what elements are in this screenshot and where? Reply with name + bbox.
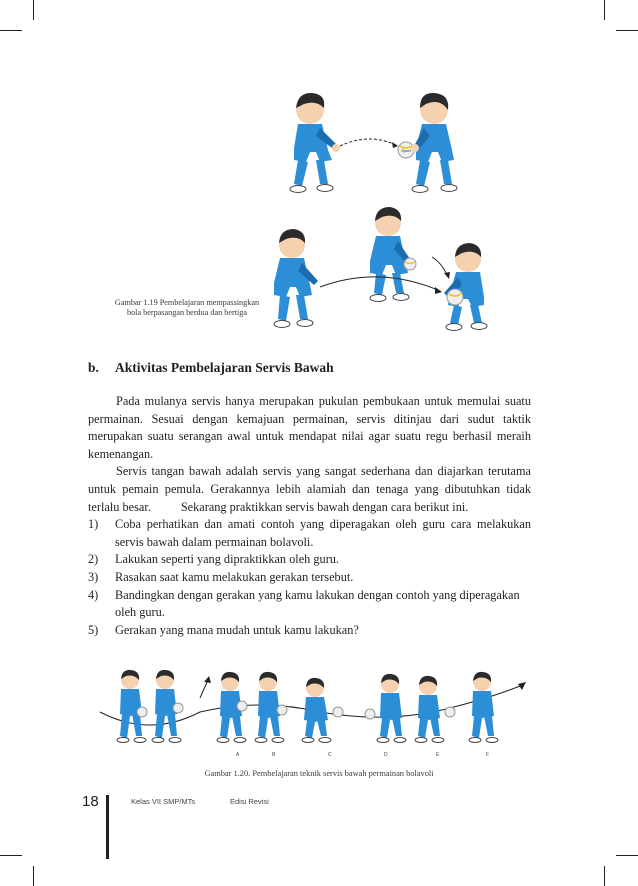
student-figure xyxy=(302,678,331,743)
volleyball-icon xyxy=(365,709,375,719)
student-figure xyxy=(411,93,457,193)
crop-mark xyxy=(604,866,605,886)
crop-mark xyxy=(604,0,605,20)
step-letter: A xyxy=(236,752,240,758)
figure-caption-1-20: Gambar 1.20. Pembelajaran teknik servis bawah permainan bolavoli xyxy=(204,769,434,778)
step-letter: D xyxy=(384,752,388,758)
volleyball-icon xyxy=(447,289,463,305)
student-figure xyxy=(117,670,146,743)
section-body xyxy=(88,393,531,639)
volleyball-icon xyxy=(445,707,455,717)
volleyball-icon xyxy=(137,707,147,717)
illustration-triangle-passing xyxy=(270,205,500,333)
list-item-text: oleh guru. xyxy=(115,605,165,620)
paragraph-text: Servis tangan bawah adalah servis yang sangat sederhana dan diajarkan terutama untuk pemain pemula. Gerakannya lebih alamiah dan tenaga yang dibutuhkan tidak terlalu besar. xyxy=(88,464,531,514)
list-item xyxy=(88,604,531,622)
crop-mark xyxy=(616,855,638,856)
student-figure xyxy=(290,93,340,193)
volleyball-icon xyxy=(277,705,287,715)
crop-mark xyxy=(0,855,22,856)
list-item xyxy=(88,569,531,587)
volleyball-icon xyxy=(173,703,183,713)
list-item xyxy=(88,587,531,605)
paragraph: Pada mulanya servis hanya merupakan pukulan pembukaan untuk memulai suatu permainan. Sesuai dengan kemajuan permainan, servis ditinjau dari sudut taktik merupakan suatu serangan awal untuk mendapat nilai agar suatu regu berhasil meraih kemenangan. xyxy=(88,394,531,461)
volleyball-icon xyxy=(404,258,416,270)
ball-label: Sport xyxy=(401,148,411,153)
crop-mark xyxy=(33,866,34,886)
page-number: 18 xyxy=(82,793,99,810)
step-letter: F xyxy=(486,752,490,758)
illustration-underhand-serve-sequence xyxy=(90,668,540,750)
step-letter: E xyxy=(436,752,440,758)
section-heading xyxy=(88,360,548,376)
list-number: 4) xyxy=(88,587,99,602)
section-title: Aktivitas Pembelajaran Servis Bawah xyxy=(115,360,334,375)
footer-edition: Edisi Revisi xyxy=(230,797,269,806)
step-letter: C xyxy=(328,752,332,758)
list-number: 2) xyxy=(88,552,99,567)
illustration-pair-passing xyxy=(270,88,480,200)
student-figure xyxy=(370,207,410,302)
list-item-text: Rasakan saat kamu melakukan gerakan tersebut. xyxy=(115,569,354,584)
list-number: 3) xyxy=(88,569,99,584)
footer-book-title: Kelas VII SMP/MTs xyxy=(131,797,196,806)
paragraph xyxy=(88,463,531,516)
crop-mark xyxy=(33,0,34,20)
list-item xyxy=(88,516,531,551)
student-figure xyxy=(274,229,318,328)
crop-mark xyxy=(616,30,638,31)
paragraph-text: Sekarang praktikkan servis bawah dengan cara berikut ini. xyxy=(180,499,469,514)
student-figure xyxy=(469,672,498,743)
volleyball-icon xyxy=(237,701,247,711)
volleyball-icon xyxy=(333,707,343,717)
list-item xyxy=(88,622,531,640)
list-number: 5) xyxy=(88,622,99,637)
list-item-text: Coba perhatikan dan amati contoh yang diperagakan oleh guru cara melakukan servis bawah dalam permainan bolavoli. xyxy=(115,517,531,549)
section-label: b. xyxy=(88,360,99,375)
list-item-text: Bandingkan dengan gerakan yang kamu lakukan dengan contoh yang diperagakan xyxy=(115,587,520,602)
steps-list xyxy=(88,516,531,639)
footer-divider xyxy=(106,795,109,859)
list-item-text: Gerakan yang mana mudah untuk kamu lakukan? xyxy=(115,622,359,637)
figure-caption-1-19: Gambar 1.19 Pembelajaran mempassingkan bola berpasangan berdua dan bertiga xyxy=(114,298,260,317)
list-number: 1) xyxy=(88,517,99,532)
list-item-text: Lakukan seperti yang dipraktikkan oleh guru. xyxy=(115,552,340,567)
step-letter: B xyxy=(272,752,276,758)
student-figure xyxy=(444,243,487,331)
student-figure xyxy=(377,674,406,743)
crop-mark xyxy=(0,30,22,31)
student-figure xyxy=(415,676,444,743)
list-item xyxy=(88,551,531,569)
